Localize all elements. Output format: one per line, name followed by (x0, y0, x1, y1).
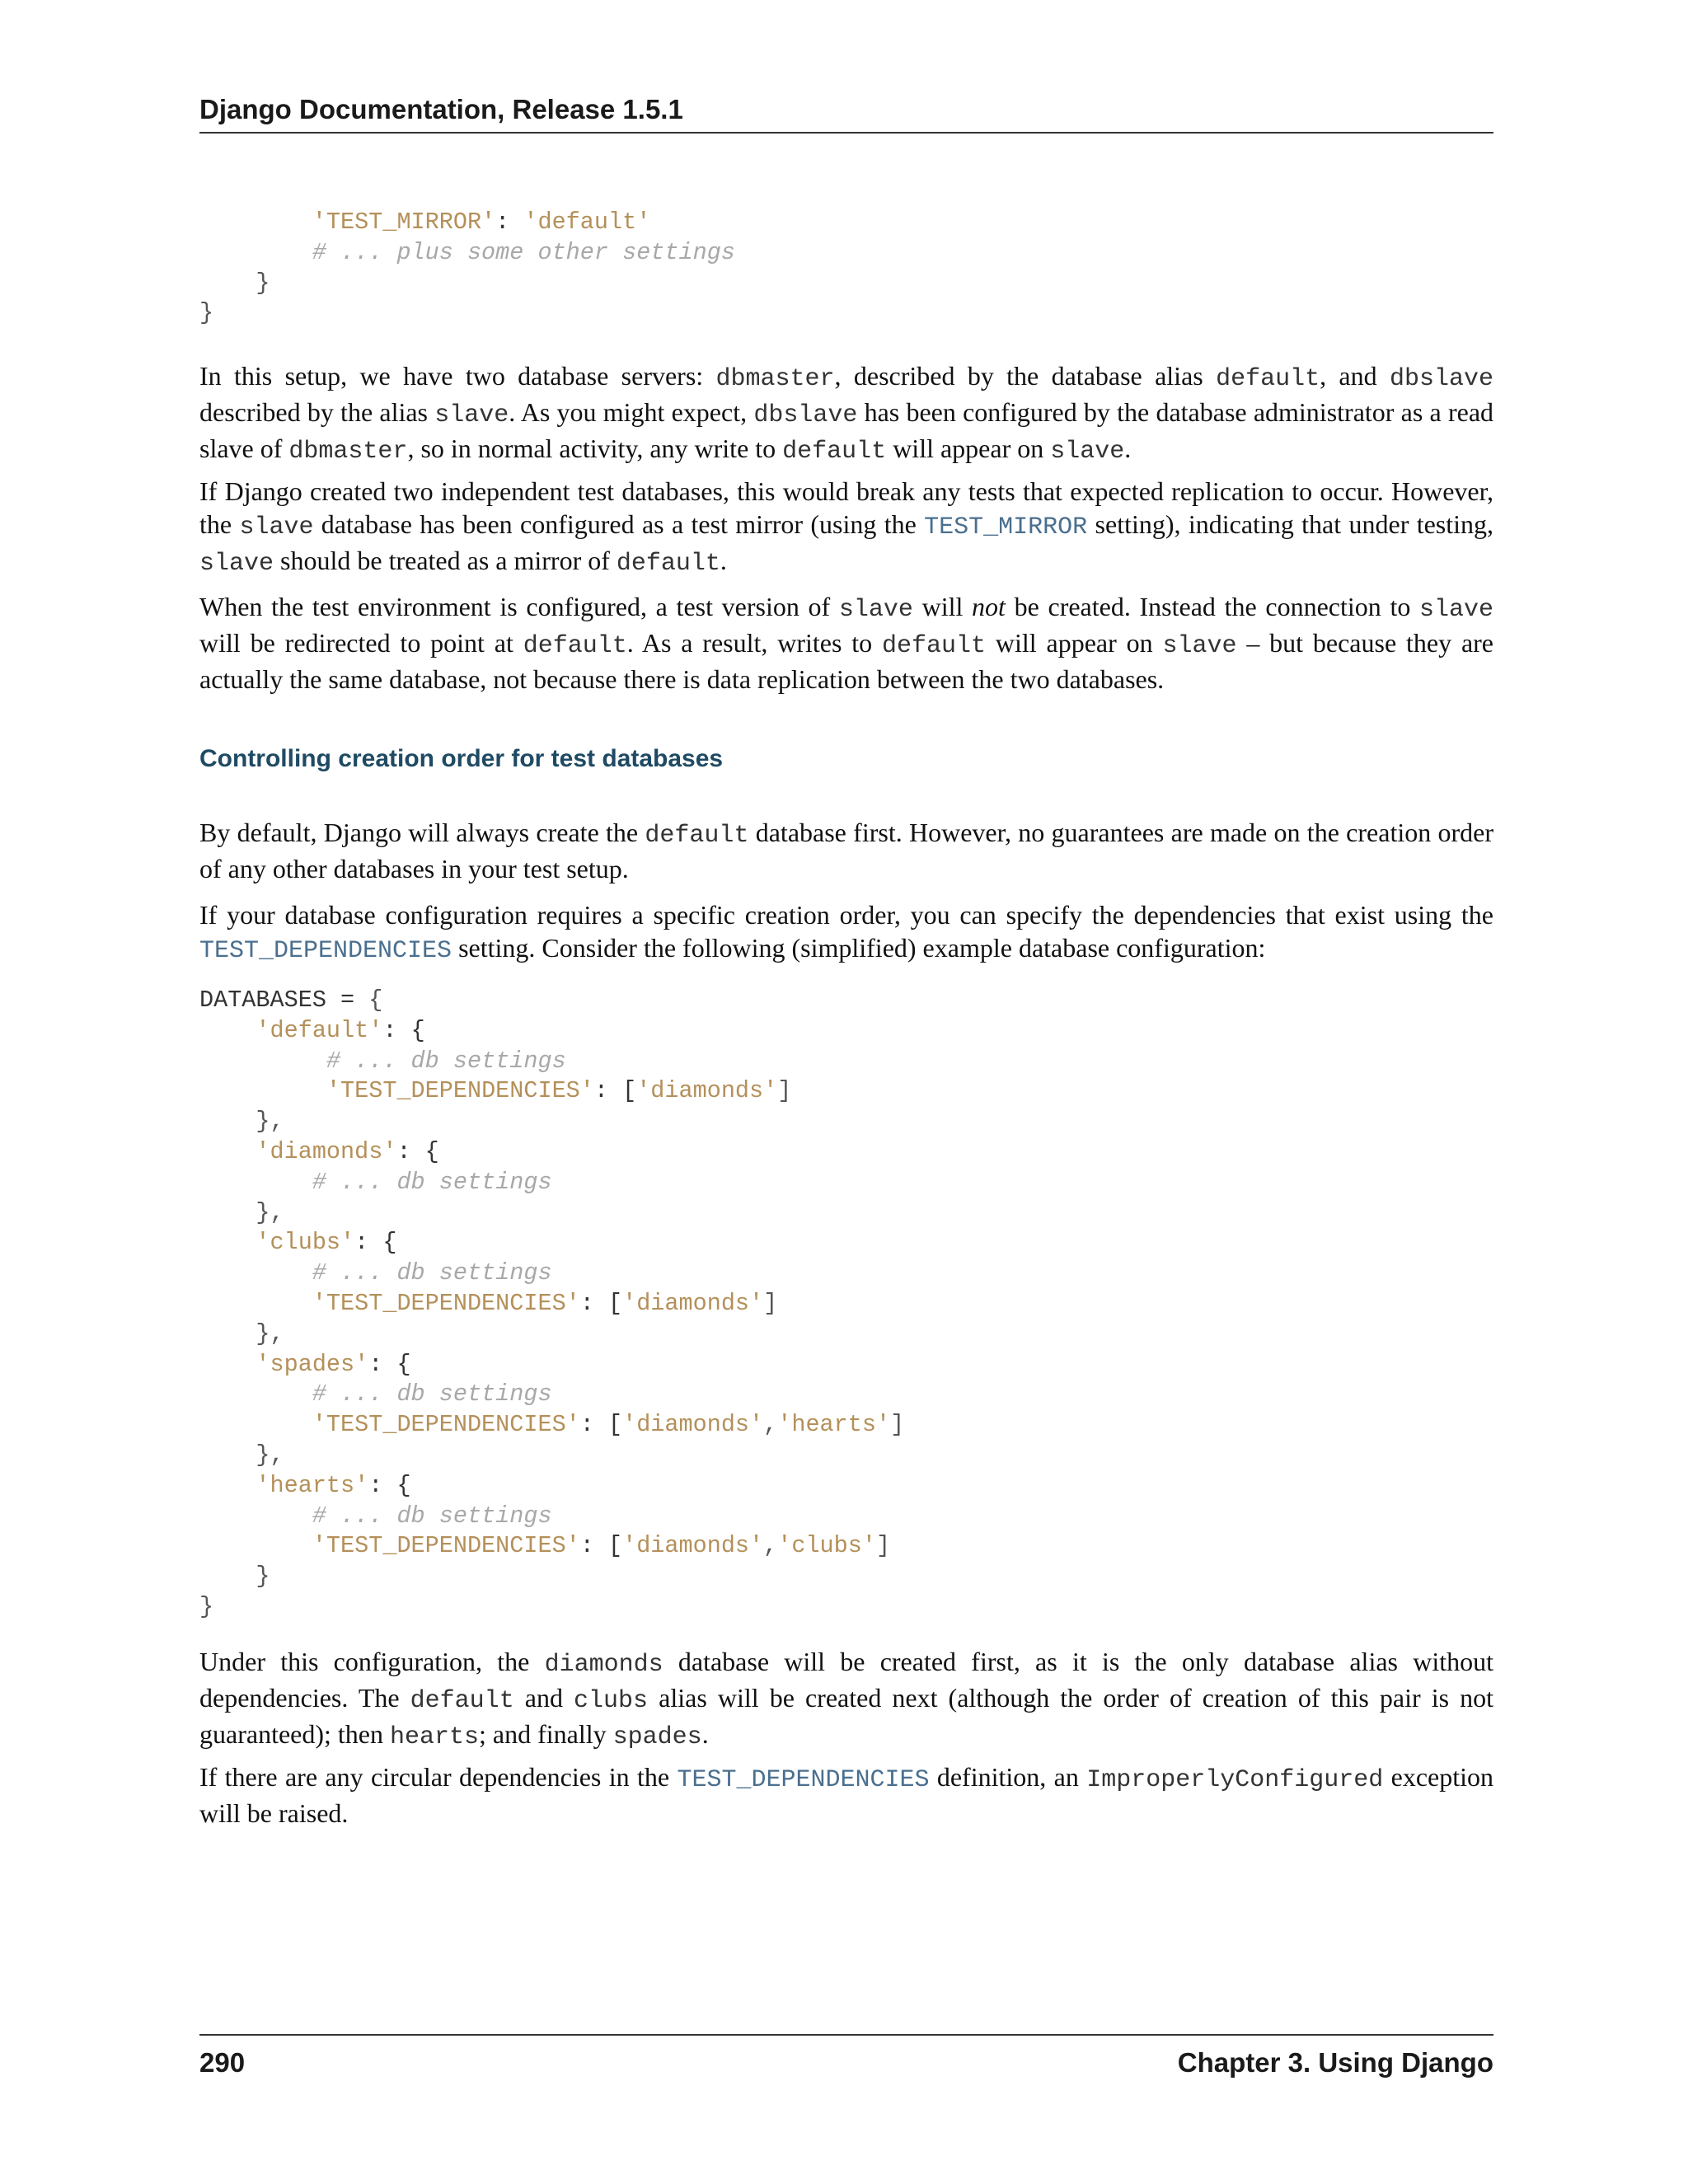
inline-code: clubs (574, 1687, 649, 1715)
code-string: 'TEST_DEPENDENCIES' (312, 1289, 580, 1317)
code-string: 'spades' (256, 1350, 369, 1378)
code-token (199, 209, 312, 236)
chapter-title: Chapter 3. Using Django (1177, 2047, 1493, 2078)
paragraph-text: will (912, 592, 973, 621)
code-token: : { (396, 1137, 439, 1165)
paragraph-text: database will be created first, as it is the only database alias without dependencies. The (199, 1647, 1494, 1713)
paragraph-redirect (199, 590, 1493, 696)
code-token (199, 1229, 256, 1256)
code-token: : { (368, 1350, 411, 1378)
paragraph-text: . (1124, 434, 1132, 463)
inline-code: slave (434, 401, 509, 429)
code-string: 'diamonds' (256, 1137, 397, 1165)
inline-code: default (645, 822, 749, 850)
code-token (199, 1077, 326, 1104)
code-token: : [ (579, 1532, 623, 1560)
code-token (199, 1169, 312, 1196)
paragraph-text: should be treated as a mirror of (274, 546, 617, 575)
code-line (199, 269, 735, 299)
inline-code: slave (1419, 596, 1494, 624)
paragraph-text: alias will be created next (although the order of creation of this pair is not guaranteed); then (199, 1683, 1494, 1749)
paragraph-text: and (513, 1683, 574, 1713)
code-token: ] (875, 1532, 891, 1560)
code-line (199, 1258, 904, 1289)
code-token (199, 1138, 256, 1165)
inline-code: dbmaster (715, 365, 835, 393)
code-string: 'hearts' (777, 1411, 891, 1439)
code-string: 'default' (256, 1016, 383, 1044)
paragraph-text: . As a result, writes to (626, 628, 882, 658)
inline-code: default (523, 632, 627, 660)
paragraph-circular (199, 1760, 1493, 1830)
code-block-databases (199, 986, 904, 1623)
code-token: , (763, 1532, 778, 1560)
code-line (199, 1047, 904, 1077)
code-token: ] (763, 1289, 778, 1317)
code-block-top (199, 208, 735, 329)
paragraph-text: . As you might expect, (509, 397, 754, 427)
code-token (199, 1017, 256, 1044)
code-line (199, 1350, 904, 1380)
code-comment: # ... plus some other settings (312, 238, 735, 266)
paragraph-text: . (701, 1719, 709, 1749)
section-heading: Controlling creation order for test databases (199, 745, 724, 772)
code-string: 'TEST_DEPENDENCIES' (312, 1532, 580, 1560)
code-token: } (199, 1592, 214, 1620)
page-footer (199, 2034, 1493, 2085)
paragraph-configuration-order (199, 1645, 1493, 1754)
code-comment: # ... db settings (326, 1047, 566, 1075)
code-string: 'diamonds' (622, 1411, 764, 1439)
code-line (199, 1441, 904, 1471)
paragraph-text: will be redirected to point at (199, 628, 523, 658)
code-string: 'hearts' (256, 1471, 369, 1499)
code-token: : { (382, 1016, 425, 1044)
paragraph-dependencies (199, 898, 1493, 968)
code-token (199, 1047, 326, 1075)
code-token (199, 1532, 312, 1559)
code-line (199, 986, 904, 1016)
code-token: : (495, 209, 524, 236)
inline-code: default (782, 438, 887, 466)
code-token (199, 1351, 256, 1378)
code-string: 'diamonds' (636, 1077, 778, 1105)
paragraph-text: – but because they are actually the same database, not because there is data replication between the two databases. (199, 628, 1493, 694)
page-number: 290 (199, 2047, 246, 2078)
code-string: 'clubs' (256, 1229, 355, 1257)
code-line (199, 1107, 904, 1137)
inline-code: slave (1050, 438, 1125, 466)
paragraph-text: , so in normal activity, any write to (407, 434, 783, 463)
code-token: , (763, 1411, 778, 1439)
paragraph-text: In this setup, we have two database servers: (199, 361, 716, 391)
code-token (199, 1472, 256, 1499)
code-line (199, 1289, 904, 1319)
code-line (199, 1592, 904, 1623)
paragraph-text: If there are any circular dependencies in the (199, 1762, 678, 1792)
paragraph-text: Under this configuration, the (199, 1647, 545, 1676)
paragraph-text: exception will be raised. (199, 1762, 1494, 1828)
code-token: }, (199, 1108, 284, 1136)
code-line (199, 1168, 904, 1198)
paragraph-text: be created. Instead the connection to (1005, 592, 1420, 621)
code-token: }, (199, 1319, 284, 1347)
paragraph-text: database has been configured as a test mirror (using the (313, 509, 925, 539)
code-line (199, 1471, 904, 1502)
paragraph-text: database first. However, no guarantees are made on the creation order of any other databases in your test setup. (199, 818, 1494, 883)
paragraph-text: By default, Django will always create the (199, 818, 645, 847)
code-token (199, 1259, 312, 1286)
code-string: 'diamonds' (622, 1532, 764, 1560)
paragraph-text: If Django created two independent test databases, this would break any tests that expected replication to occur. However, the (199, 476, 1493, 539)
code-string: 'TEST_DEPENDENCIES' (326, 1077, 594, 1105)
code-string: 'diamonds' (622, 1289, 764, 1317)
code-token: : { (354, 1229, 397, 1257)
code-line (199, 1228, 904, 1258)
paragraph-text: , and (1320, 361, 1390, 391)
code-token: : [ (579, 1411, 623, 1439)
code-token: ] (777, 1077, 792, 1105)
code-line (199, 238, 735, 269)
inline-code: slave (239, 513, 314, 541)
code-line (199, 1502, 904, 1532)
emphasis-text: not (972, 592, 1006, 621)
paragraph-text: , described by the database alias (834, 361, 1217, 391)
paragraph-setup (199, 359, 1493, 468)
paragraph-test-mirror (199, 475, 1493, 580)
code-line (199, 1076, 904, 1107)
paragraph-text: has been configured by the database administrator as a read slave of (199, 397, 1494, 463)
inline-code: default (1216, 365, 1320, 393)
paragraph-text: described by the alias (199, 397, 435, 427)
inline-code: slave (838, 596, 913, 624)
paragraph-text: setting. Consider the following (simplified) example database configuration: (452, 933, 1266, 963)
inline-code: default (616, 550, 720, 578)
inline-code: hearts (390, 1723, 480, 1751)
header-title: Django Documentation, Release 1.5.1 (199, 94, 683, 124)
code-token: = (326, 987, 369, 1014)
paragraph-text: When the test environment is configured, a test version of (199, 592, 839, 621)
setting-reference-link[interactable]: TEST_DEPENDENCIES (677, 1766, 930, 1794)
inline-code: slave (1162, 632, 1237, 660)
setting-reference-link[interactable]: TEST_MIRROR (924, 513, 1088, 541)
code-token: : [ (579, 1289, 623, 1317)
code-token (199, 1502, 312, 1530)
code-token (199, 1380, 312, 1408)
inline-code: dbmaster (288, 438, 408, 466)
code-token (199, 239, 312, 266)
inline-code: dbslave (1389, 365, 1493, 393)
code-string: 'TEST_DEPENDENCIES' (312, 1411, 580, 1439)
code-token: DATABASES (199, 987, 326, 1014)
code-comment: # ... db settings (312, 1259, 552, 1287)
code-line (199, 1562, 904, 1592)
code-line (199, 1410, 904, 1441)
code-token (199, 1411, 312, 1438)
code-line (199, 1198, 904, 1229)
inline-code: ImproperlyConfigured (1086, 1766, 1384, 1794)
code-line (199, 208, 735, 238)
code-line (199, 1137, 904, 1168)
paragraph-text: will appear on (986, 628, 1163, 658)
code-token: : { (368, 1471, 411, 1499)
code-comment: # ... db settings (312, 1380, 552, 1408)
code-line (199, 1380, 904, 1410)
inline-code: diamonds (544, 1651, 663, 1679)
paragraph-text: If your database configuration requires a specific creation order, you can specify the dependencies that exist using the (199, 900, 1493, 930)
paragraph-text: . (720, 546, 727, 575)
paragraph-text: definition, an (929, 1762, 1087, 1792)
code-token: { (368, 987, 383, 1014)
code-line (199, 1319, 904, 1350)
paragraph-text: will appear on (886, 434, 1051, 463)
inline-code: dbslave (753, 401, 858, 429)
page-header (199, 89, 1493, 134)
code-string: 'clubs' (777, 1532, 876, 1560)
code-token: }, (199, 1441, 284, 1469)
code-token: ] (890, 1411, 905, 1439)
code-token (199, 1290, 312, 1317)
code-token: : [ (593, 1077, 637, 1105)
code-token: } (199, 1563, 270, 1591)
code-line (199, 298, 735, 329)
inline-code: default (410, 1687, 514, 1715)
inline-code: slave (199, 550, 274, 578)
setting-reference-link[interactable]: TEST_DEPENDENCIES (199, 937, 452, 965)
code-string: 'TEST_MIRROR' (312, 209, 496, 236)
code-token: }, (199, 1198, 284, 1226)
code-token: } (199, 269, 270, 297)
code-comment: # ... db settings (312, 1502, 552, 1530)
inline-code: default (882, 632, 987, 660)
paragraph-default-first (199, 816, 1493, 885)
paragraph-text: setting), indicating that under testing, (1087, 509, 1494, 539)
code-line (199, 1531, 904, 1562)
code-token: } (199, 299, 214, 327)
inline-code: spades (612, 1723, 702, 1751)
paragraph-text: ; and finally (479, 1719, 613, 1749)
code-string: 'default' (523, 209, 651, 236)
code-comment: # ... db settings (312, 1168, 552, 1196)
code-line (199, 1016, 904, 1047)
